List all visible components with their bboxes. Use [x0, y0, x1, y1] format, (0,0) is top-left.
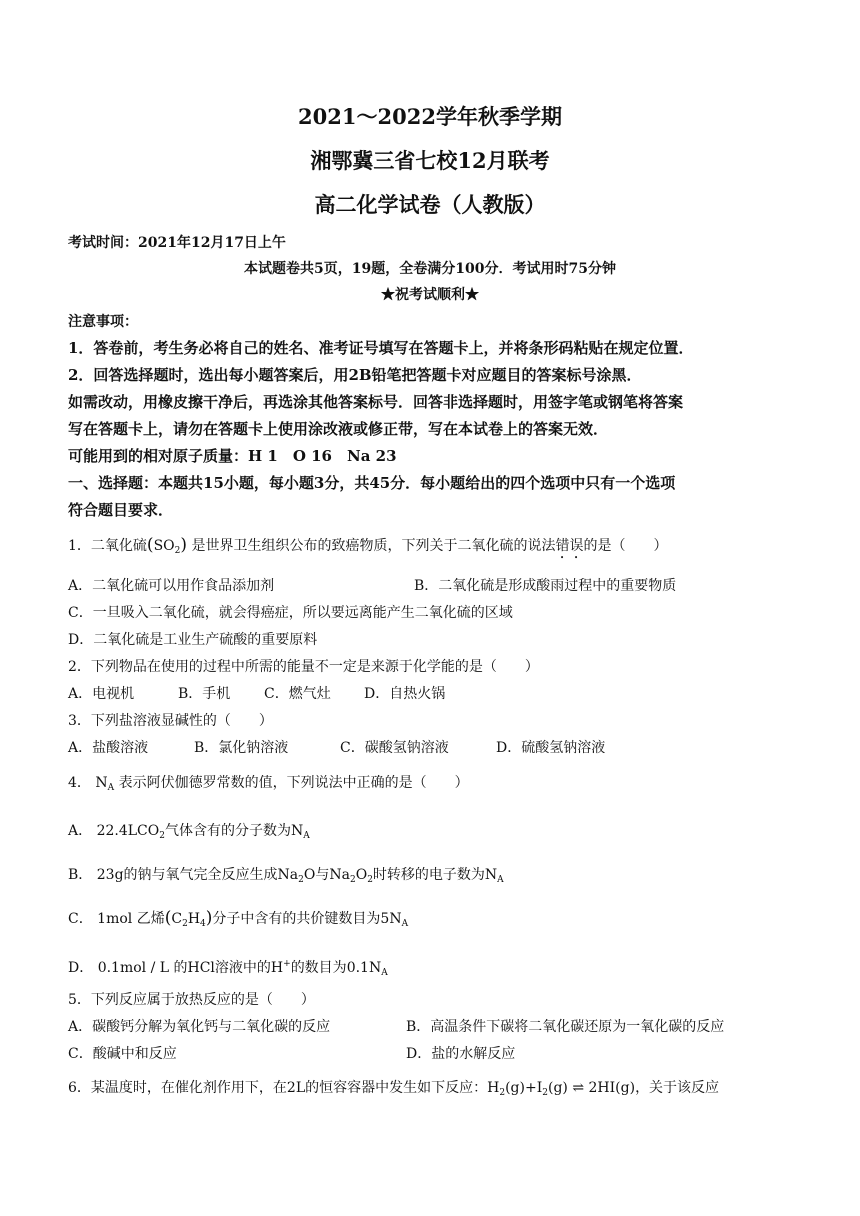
equilibrium-arrow-icon: ⇌ — [572, 1080, 585, 1096]
section-1-line-2: 符合题目要求． — [68, 501, 174, 519]
q2-option-c: C．燃气灶 — [264, 686, 331, 702]
q5-option-d: D．盐的水解反应 — [406, 1046, 516, 1062]
q4-option-b: B． 23g的钠与氧气完全反应生成$Na_2O$与$Na_2O_2$时转移的电子数为$N_A$ — [68, 867, 504, 885]
q2-option-b: B．手机 — [178, 686, 231, 702]
title-exam: 湘鄂冀三省七校12月联考 — [310, 148, 550, 173]
q3-option-d: D．硫酸氢钠溶液 — [496, 740, 606, 756]
reaction-equation: $H_2(g)+I_2(g)$ ⇌ 2HI(g) — [487, 1080, 636, 1098]
q2-option-a: A．电视机 — [68, 686, 135, 702]
q1-stem: 1．二氧化硫$(SO_2)$ 是世界卫生组织公布的致癌物质，下列关于二氧化硫的说法错误的是（ ） — [68, 535, 668, 556]
q2-stem: 2．下列物品在使用的过程中所需的能量不一定是来源于化学能的是（ ） — [68, 659, 539, 675]
q1-option-c: C．一旦吸入二氧化硫，就会得癌症，所以要远离能产生二氧化硫的区域 — [68, 605, 513, 621]
good-luck-line: ★祝考试顺利★ — [381, 287, 479, 303]
q3-stem: 3．下列盐溶液显碱性的（ ） — [68, 713, 273, 729]
atomic-masses: 可能用到的相对原子质量：H 1 O 16 Na 23 — [68, 447, 397, 465]
section-1-line-1: 一、选择题：本题共15小题，每小题3分，共45分．每小题给出的四个选项中只有一个选项 — [68, 474, 676, 492]
na-symbol: N — [95, 775, 108, 791]
q1-option-a: A．二氧化硫可以用作食品添加剂 — [68, 578, 275, 594]
notes-line-1: 1．答卷前，考生务必将自己的姓名、准考证号填写在答题卡上，并将条形码粘贴在规定位置． — [68, 339, 694, 357]
q3-option-a: A．盐酸溶液 — [68, 740, 149, 756]
notes-line-4: 写在答题卡上，请勿在答题卡上使用涂改液或修正带，写在本试卷上的答案无效． — [68, 420, 609, 438]
q3-option-c: C．碳酸氢钠溶液 — [340, 740, 449, 756]
q1-option-d: D．二氧化硫是工业生产硫酸的重要原料 — [68, 632, 318, 648]
q1-option-b: B．二氧化硫是形成酸雨过程中的重要物质 — [414, 578, 677, 594]
q5-stem: 5．下列反应属于放热反应的是（ ） — [68, 992, 315, 1008]
q6-stem: 6．某温度时，在催化剂作用下，在2L的恒容容器中发生如下反应：$H_2(g)+I_2(g)$ ⇌ 2HI(g)，关于该反应 — [68, 1080, 720, 1098]
notes-line-2: 2．回答选择题时，选出每小题答案后，用2B铅笔把答题卡对应题目的答案标号涂黑． — [68, 366, 642, 384]
title-term: 2021～2022学年秋季学期 — [298, 104, 562, 129]
notes-heading: 注意事项： — [68, 314, 138, 330]
q4-option-d: D． 0.1mol / L 的HCl溶液中的H+的数目为$0.1N_A$ — [68, 959, 388, 978]
q3-option-b: B．氯化钠溶液 — [194, 740, 289, 756]
exam-info: 本试题卷共5页，19题，全卷满分100分．考试用时75分钟 — [244, 261, 616, 277]
exam-time: 考试时间：2021年12月17日上午 — [68, 235, 286, 251]
q5-option-c: C．酸碱中和反应 — [68, 1046, 177, 1062]
q2-option-d: D．自热火锅 — [364, 686, 446, 702]
title-subject: 高二化学试卷（人教版） — [314, 192, 546, 217]
q5-option-b: B．高温条件下碳将二氧化碳还原为一氧化碳的反应 — [406, 1019, 725, 1035]
q4-stem: 4． $N_A$ 表示阿伏伽德罗常数的值，下列说法中正确的是（ ） — [68, 775, 469, 793]
so2-formula: SO — [153, 538, 175, 554]
q4-option-c: C． 1mol 乙烯$(C_2H_4)$分子中含有的共价键数目为$5N_A$ — [68, 908, 409, 929]
emphasis-wrong: 错误 — [555, 538, 584, 554]
notes-line-3: 如需改动，用橡皮擦干净后，再选涂其他答案标号．回答非选择题时，用签字笔或钢笔将答案 — [68, 393, 684, 411]
q5-option-a: A．碳酸钙分解为氧化钙与二氧化碳的反应 — [68, 1019, 331, 1035]
q4-option-a: A． $22.4LCO_2$气体含有的分子数为$N_A$ — [68, 823, 310, 841]
